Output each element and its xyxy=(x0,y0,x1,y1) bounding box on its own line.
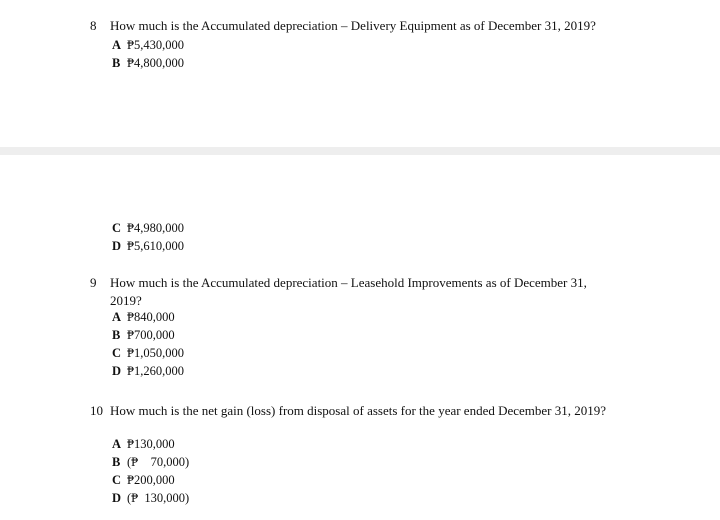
question-number: 8 xyxy=(90,18,97,33)
option-letter: A xyxy=(112,38,122,52)
option-9c[interactable] xyxy=(112,344,184,362)
option-8b[interactable] xyxy=(112,54,184,72)
question-number: 10 xyxy=(90,403,103,418)
option-letter: A xyxy=(112,437,122,451)
option-9b[interactable] xyxy=(112,326,175,344)
question-text: How much is the Accumulated depreciation – Delivery Equipment as of December 31, 2019? xyxy=(110,18,596,33)
option-8a[interactable] xyxy=(112,36,184,54)
option-value: ₱4,800,000 xyxy=(127,56,184,70)
option-10a[interactable] xyxy=(112,435,175,453)
option-value: ₱1,260,000 xyxy=(127,364,184,378)
option-letter: C xyxy=(112,221,122,235)
option-value: ₱130,000 xyxy=(127,437,175,451)
option-letter: D xyxy=(112,364,122,378)
option-10b[interactable] xyxy=(112,453,189,471)
option-letter: C xyxy=(112,346,122,360)
option-letter: D xyxy=(112,491,122,505)
option-value: ₱1,050,000 xyxy=(127,346,184,360)
option-8c[interactable] xyxy=(112,219,184,237)
option-9d[interactable] xyxy=(112,362,184,380)
option-value: ₱5,610,000 xyxy=(127,239,184,253)
option-value: ₱4,980,000 xyxy=(127,221,184,235)
option-letter: D xyxy=(112,239,122,253)
question-9 xyxy=(90,273,587,292)
option-letter: B xyxy=(112,56,121,70)
option-letter: B xyxy=(112,328,121,342)
option-value: ₱840,000 xyxy=(127,310,175,324)
question-number: 9 xyxy=(90,275,97,290)
page-break xyxy=(0,147,720,155)
question-text: How much is the net gain (loss) from disposal of assets for the year ended December 31, 2019? xyxy=(110,403,607,418)
question-text-line1: How much is the Accumulated depreciation – Leasehold Improvements as of December 31, xyxy=(110,275,587,290)
option-8d[interactable] xyxy=(112,237,184,255)
question-8 xyxy=(90,16,596,35)
option-9a[interactable] xyxy=(112,308,175,326)
option-value: ₱5,430,000 xyxy=(127,38,184,52)
option-value: (₱ 130,000) xyxy=(127,491,190,505)
question-10 xyxy=(90,401,606,420)
question-text-line2: 2019? xyxy=(110,293,142,308)
option-value: ₱700,000 xyxy=(127,328,175,342)
option-10d[interactable] xyxy=(112,489,189,507)
option-value: ₱200,000 xyxy=(127,473,175,487)
option-letter: B xyxy=(112,455,121,469)
option-value: (₱ 70,000) xyxy=(127,455,190,469)
option-10c[interactable] xyxy=(112,471,175,489)
option-letter: A xyxy=(112,310,122,324)
option-letter: C xyxy=(112,473,122,487)
